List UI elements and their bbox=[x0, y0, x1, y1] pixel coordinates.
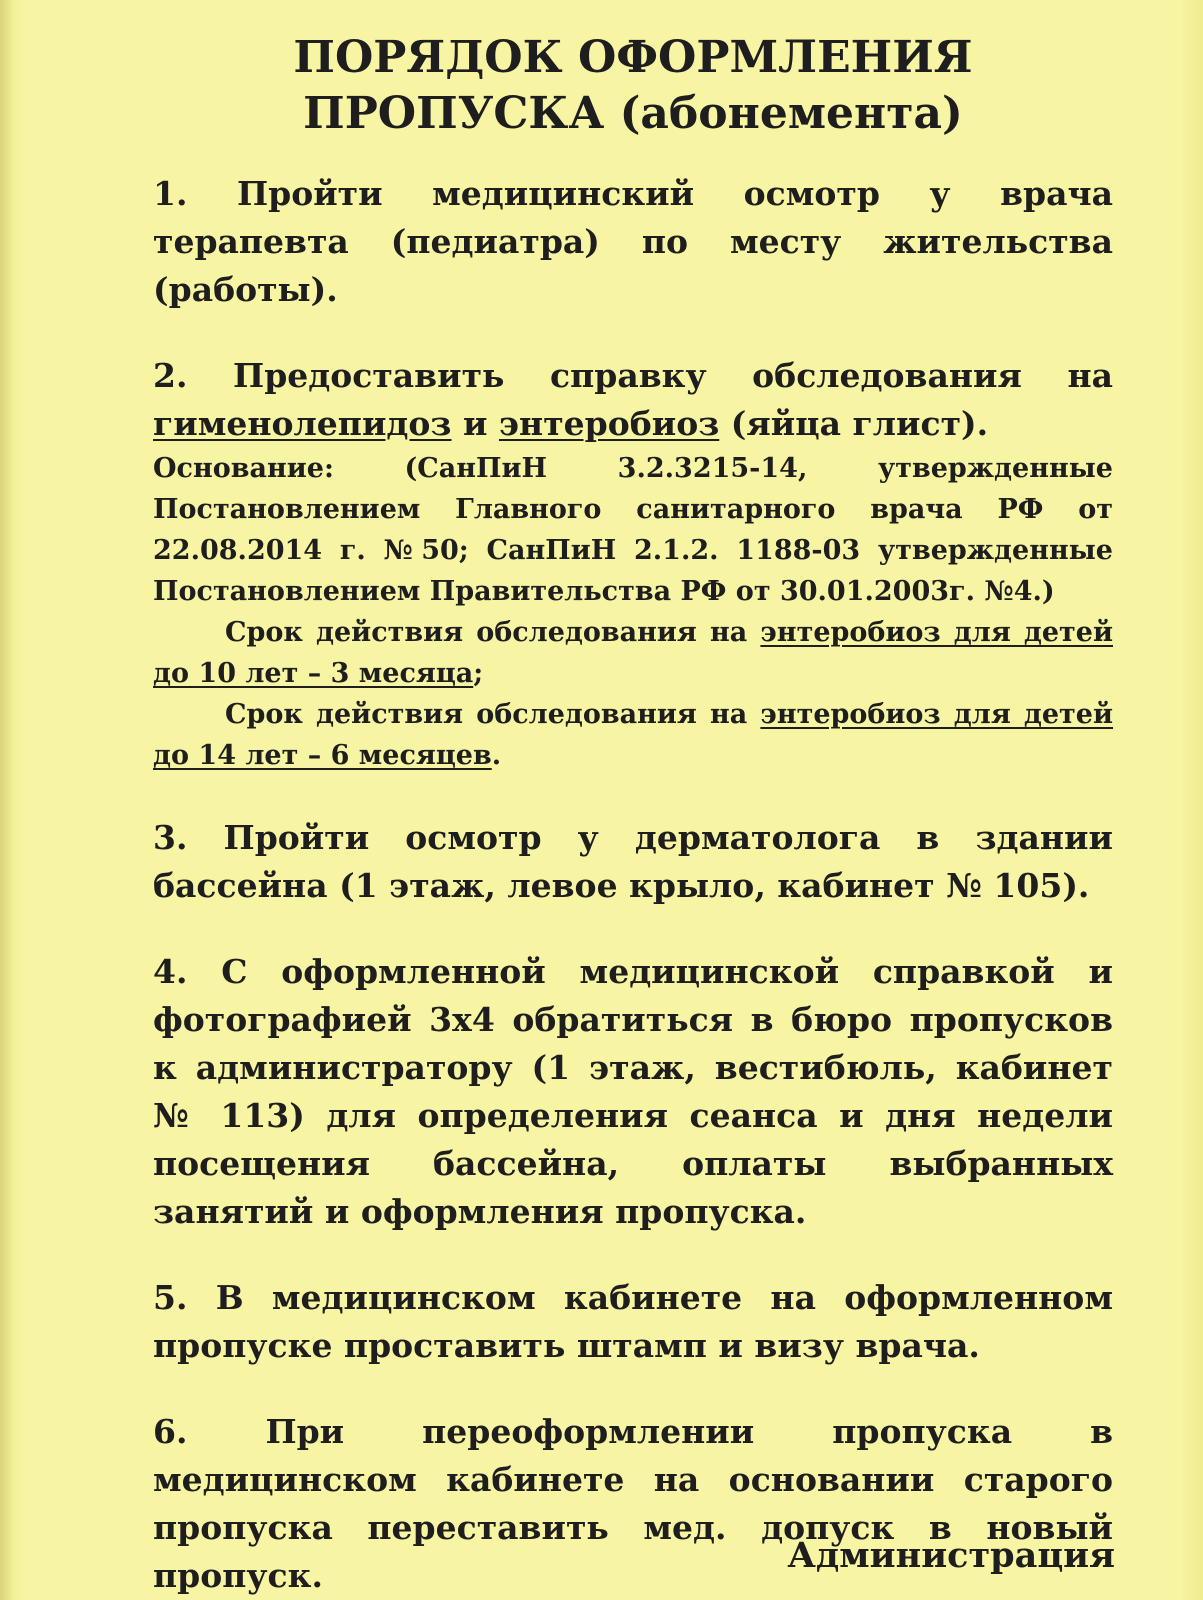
step-1: 1. Пройти медицинский осмотр у врача терапевта (педиатра) по месту жительства (работы). bbox=[153, 174, 1113, 309]
step-2-validity-2 bbox=[153, 694, 1113, 776]
step-2-suffix: (яйца глист). bbox=[719, 404, 989, 443]
step-3: 3. Пройти осмотр у дерматолога в здании бассейна (1 этаж, левое крыло, кабинет № 105). bbox=[153, 818, 1113, 905]
step-2-term-1: гименолепидоз bbox=[153, 404, 452, 443]
validity-2-term: энтеробиоз для детей до 14 лет – 6 месяцев bbox=[153, 699, 1113, 771]
step-5: 5. В медицинском кабинете на оформленном пропуске проставить штамп и визу врача. bbox=[153, 1278, 1113, 1365]
notice-title bbox=[153, 30, 1113, 142]
step-2-prefix: 2. Предоставить справку обследования на bbox=[153, 356, 1113, 395]
step-6: 6. При переоформлении пропуска в медицинском кабинете на основании старого пропуска переставить мед. допуск в новый пропуск. bbox=[153, 1412, 1113, 1595]
sheet-edge bbox=[0, 0, 12, 1600]
validity-1-term: энтеробиоз для детей до 10 лет – 3 месяца bbox=[153, 617, 1113, 689]
step-2-basis: Основание: (СанПиН 3.2.3215-14, утвержденные Постановлением Главного санитарного врача РФ от 22.08.2014 г. №50; СанПиН 2.1.2. 1188-03 утвержденные Постановлением Правительства РФ от 30.01.2003г. №4.) bbox=[153, 453, 1113, 607]
signature: Администрация bbox=[787, 1535, 1115, 1576]
title-line-1: ПОРЯДОК ОФОРМЛЕНИЯ bbox=[293, 32, 973, 83]
validity-2-suffix: . bbox=[491, 740, 502, 771]
validity-2-prefix: Срок действия обследования на bbox=[225, 699, 761, 730]
notice-content bbox=[153, 30, 1113, 1600]
step-2-term-2: энтеробиоз bbox=[498, 404, 720, 443]
step-2-validity-1 bbox=[153, 612, 1113, 694]
validity-1-prefix: Срок действия обследования на bbox=[225, 617, 761, 648]
title-line-2: ПРОПУСКА (абонемента) bbox=[303, 88, 963, 139]
step-2-and: и bbox=[451, 404, 499, 443]
validity-1-suffix: ; bbox=[473, 658, 484, 689]
step-4: 4. С оформленной медицинской справкой и фотографией 3х4 обратиться в бюро пропусков к администратору (1 этаж, вестибюль, кабинет № 113) для определения сеанса и дня недели посещения бассейна, оплаты выбранных занятий и оформления пропуска. bbox=[153, 952, 1113, 1231]
step-2-heading bbox=[153, 352, 1113, 448]
